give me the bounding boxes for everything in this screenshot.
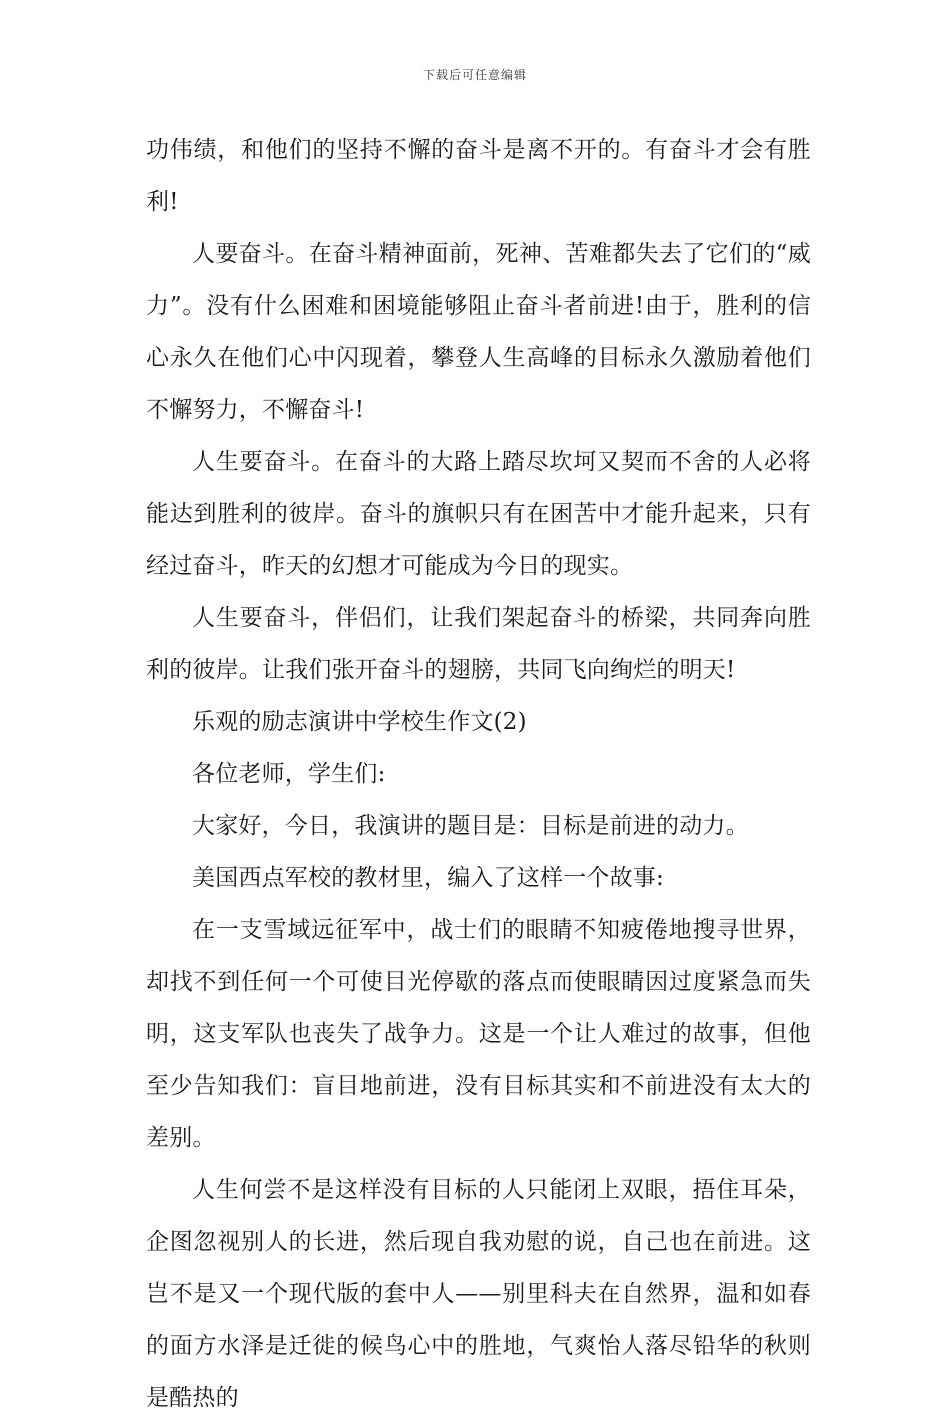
paragraph-3: 人生要奋斗。在奋斗的大路上踏尽坎坷又契而不舍的人必将能达到胜利的彼岸。奋斗的旗帜只有在困苦中才能升起来，只有经过奋斗，昨天的幻想才可能成为今日的现实。 <box>146 449 811 579</box>
paragraph-2: 人要奋斗。在奋斗精神面前，死神、苦难都失去了它们的“威力”。没有什么困难和困境能够阻止奋斗者前进!由于，胜利的信心永久在他们心中闪现着，攀登人生高峰的目标永久激励着他们不懈努力，不懈奋斗! <box>146 241 811 423</box>
paragraph-story: 在一支雪域远征军中，战士们的眼睛不知疲倦地搜寻世界，却找不到任何一个可使目光停歇的落点而使眼睛因过度紧急而失明，这支军队也丧失了战争力。这是一个让人难过的故事，但他至少告知我们：盲目地前进，没有目标其实和不前进没有太大的差别。 <box>146 917 811 1151</box>
paragraph-intro: 美国西点军校的教材里，编入了这样一个故事: <box>192 865 664 891</box>
paragraph-reflection: 人生何尝不是这样没有目标的人只能闭上双眼，捂住耳朵，企图忽视别人的长进，然后现自我劝慰的说，自己也在前进。这岂不是又一个现代版的套中人——别里科夫在自然界，温和如春的面方水泽是迁徙的候鸟心中的胜地，气爽怡人落尽铅华的秋则是酷热的 <box>146 1177 811 1411</box>
paragraph-4: 人生要奋斗，伴侣们，让我们架起奋斗的桥梁，共同奔向胜利的彼岸。让我们张开奋斗的翅膀，共同飞向绚烂的明天! <box>146 605 811 683</box>
paragraph-1: 功伟绩，和他们的坚持不懈的奋斗是离不开的。有奋斗才会有胜利! <box>146 137 811 215</box>
section-title: 乐观的励志演讲中学校生作文(2) <box>192 709 527 735</box>
page-header: 下载后可任意编辑 <box>422 68 527 82</box>
paragraph-greeting: 大家好，今日，我演讲的题目是：目标是前进的动力。 <box>192 813 749 839</box>
salutation: 各位老师，学生们: <box>192 761 386 787</box>
document-body <box>146 124 811 1424</box>
